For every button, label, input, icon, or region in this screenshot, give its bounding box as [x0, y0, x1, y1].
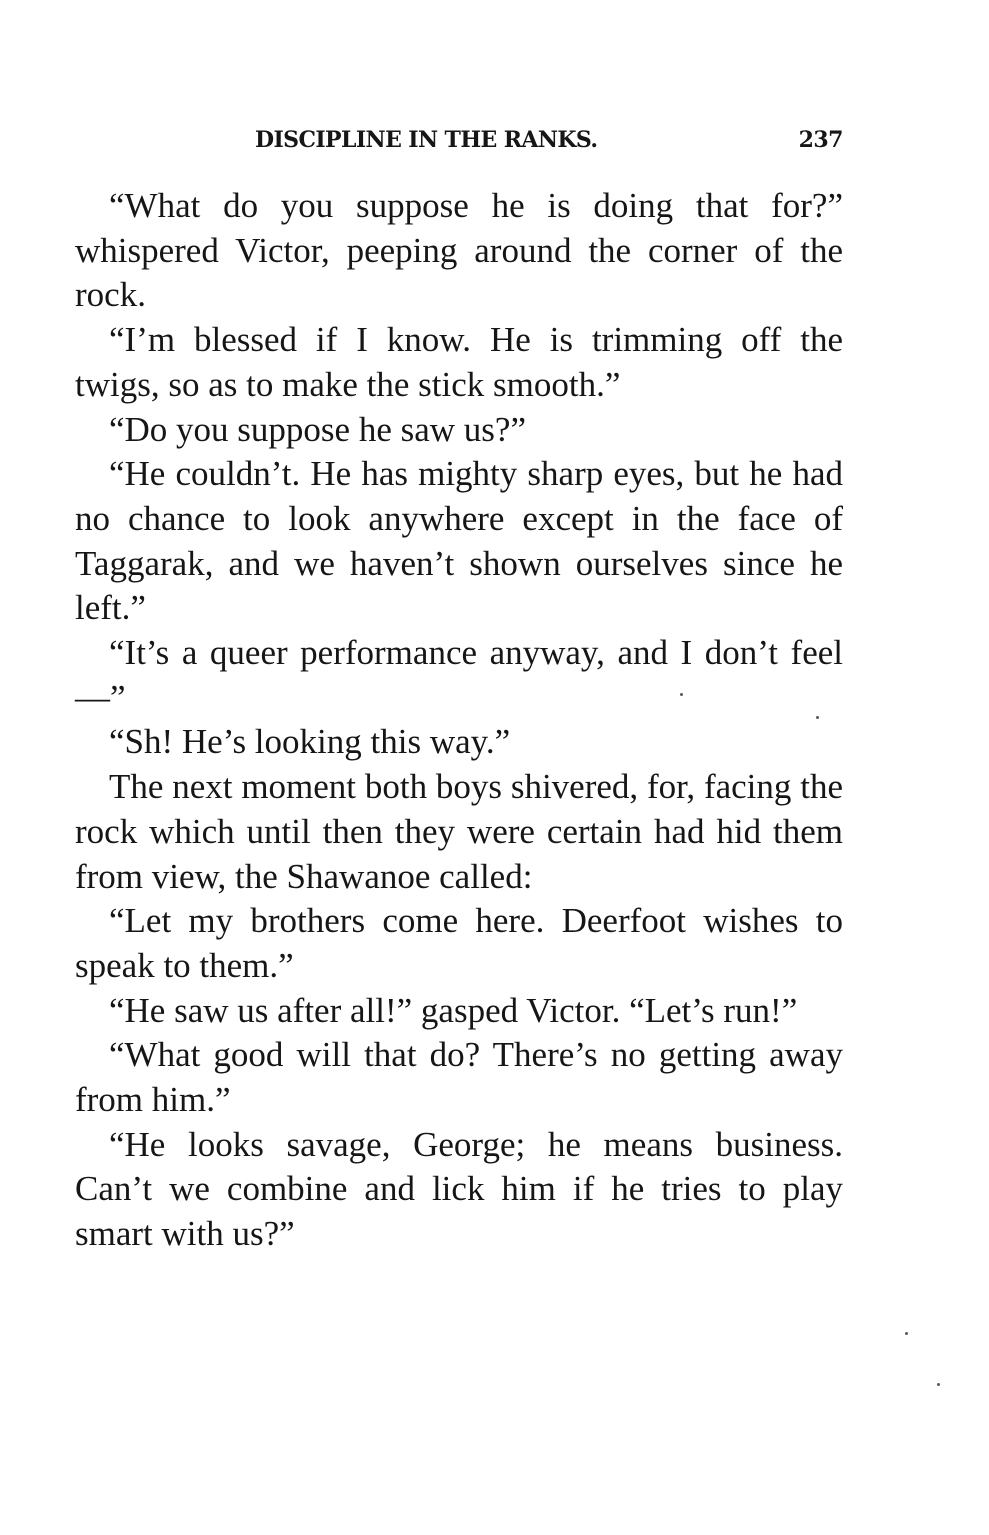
print-speck — [680, 693, 683, 696]
paragraph: “It’s a queer performance anyway, and I don’t feel—” — [75, 633, 843, 717]
body-text — [75, 184, 843, 1257]
paragraph: The next moment both boys shivered, for, facing the rock which until then they were certain had hid them from view, the Shawanoe called: — [75, 767, 843, 896]
page-number: 237 — [798, 127, 843, 153]
chapter-title: DISCIPLINE IN THE RANKS. — [255, 127, 598, 153]
paragraph: “What good will that do? There’s no getting away from him.” — [75, 1035, 843, 1120]
paragraph: “He couldn’t. He has mighty sharp eyes, but he had no chance to look anywhere except in the face of Taggarak, and we haven’t shown ourselves since he left.” — [75, 454, 843, 628]
print-speck — [816, 716, 819, 719]
paragraph: “Sh! He’s looking this way.” — [109, 722, 511, 762]
paragraph: “Do you suppose he saw us?” — [109, 409, 526, 449]
paragraph: “He looks savage, George; he means business. Can’t we combine and lick him if he tries to play smart with us?” — [75, 1124, 843, 1254]
print-speck — [905, 1332, 908, 1335]
paragraph: “Let my brothers come here. Deerfoot wishes to speak to them.” — [75, 901, 843, 985]
paragraph: “What do you suppose he is doing that for?” whispered Victor, peeping around the corner of the rock. — [75, 186, 843, 315]
paragraph: “He saw us after all!” gasped Victor. “Let’s run!” — [109, 990, 798, 1030]
print-speck — [937, 1383, 940, 1386]
running-head — [75, 123, 843, 157]
paragraph: “I’m blessed if I know. He is trimming off the twigs, so as to make the stick smooth.” — [75, 320, 843, 404]
